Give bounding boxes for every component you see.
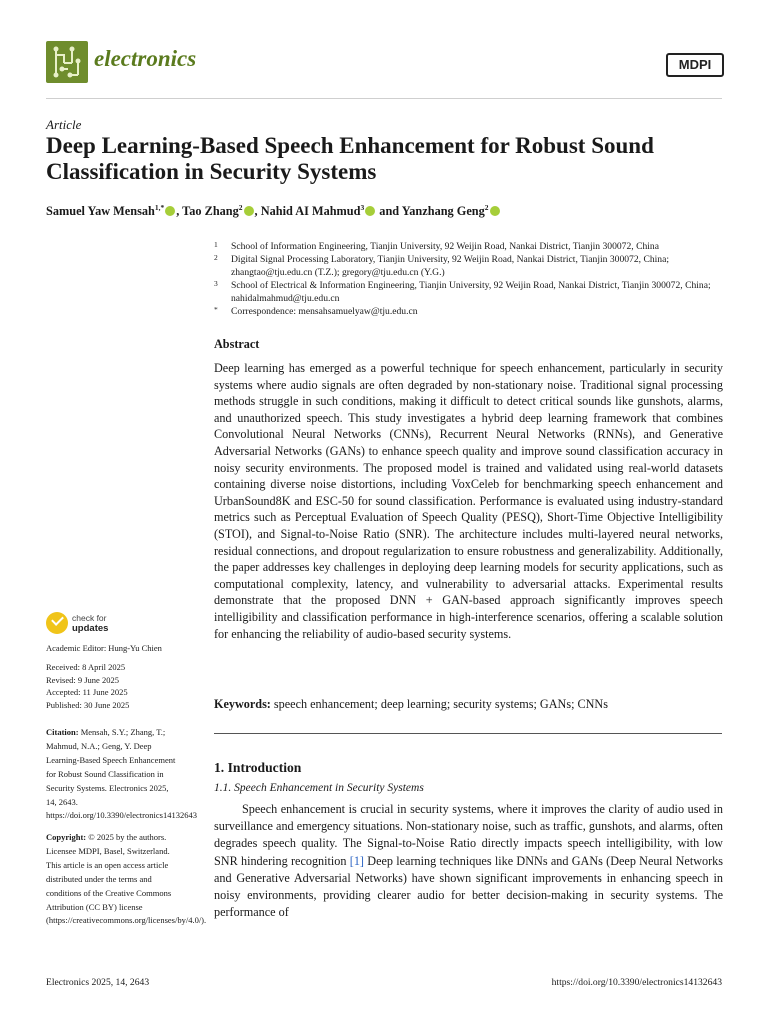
revised-date: Revised: 9 June 2025 [46,674,119,685]
abstract-body: Deep learning has emerged as a powerful technique for speech enhancement, particularly in security systems where audio signals are often degraded by non-stationary noise. Traditional signal processing methods struggle in such conditions, making it difficult to detect critical sounds like gunshots, alarms, and unauthorized speech. This study investigates a hybrid deep learning framework that combines Convolutional Neural Networks (CNNs), Recurrent Neural Networks (RNNs), and Generative Adversarial Networks (GANs) to enhance speech quality and improve sound classification accuracy in noisy security environments. The proposed model is trained and validated using real-world datasets containing diverse noise distortions, including VoxCeleb for benchmarking speech enhancement and UrbanSound8K and ESC-50 for sound classification. Performance is evaluated using industry-standard metrics such as Perceptual Evaluation of Speech Quality (PESQ), Short-Time Objective Intelligibility (STOI), and Signal-to-Noise Ratio (SNR). The architecture includes multi-layered neural networks, residual connections, and dropout regularization to ensure robustness and generalizability. Additionally, the paper addresses key challenges in deploying deep learning models for security applications, such as computational complexity, latency, and vulnerability to adversarial attacks. Experimental results demonstrate that the proposed DNN + GAN-based approach significantly improves speech intelligibility and classification performance in high-interference scenarios, offering a scalable solution for enhancing the reliability of audio-based security systems. [214,361,723,641]
journal-name[interactable]: electronics [94,46,197,71]
published-date: Published: 30 June 2025 [46,700,130,711]
affiliation-item [214,240,726,253]
paper-title: Deep Learning-Based Speech Enhancement for Robust Sound Classification in Security Systems [46,133,654,184]
affiliation-mark: 2 [214,253,218,262]
orcid-icon[interactable] [165,206,175,216]
affiliation-mark: 1 [214,240,218,249]
subsection-heading: 1.1. Speech Enhancement in Security Systems [214,782,424,794]
keywords-text: speech enhancement; deep learning; security systems; GANs; CNNs [273,697,608,711]
header-divider [46,98,722,99]
author-name: Tao Zhang [182,204,239,219]
intro-text-part: Speech enhancement is crucial in security systems, where it improves the clarity of audio used in surveillance and emergency situations. Non-stationary noise, such as traffic, gunshots, and alarms, often degrades speech quality. The Signal-to-Noise Ratio directly impacts speech intelligibility, with low SNR hindering recognition [214,802,723,868]
affiliation-mark: 3 [214,279,218,288]
section-divider [214,733,722,734]
affiliation-text: School of Electrical & Information Engineering, Tianjin University, 92 Weijin Road, Nankai District, Tianjin 300072, China; nahidalmahmud@tju.edu.cn [231,280,711,304]
author-separator: , [254,204,261,219]
author-separator: , [176,204,183,219]
author-list [46,199,726,220]
author-separator: and [376,204,402,219]
author-name: Nahid AI Mahmud [260,204,361,219]
orcid-icon[interactable] [490,206,500,216]
academic-editor: Academic Editor: Hung-Yu Chien [46,643,162,653]
publication-dates [46,661,129,712]
author-affiliation-marks: 1,* [154,203,165,212]
accepted-date: Accepted: 11 June 2025 [46,687,128,698]
copyright-text: © 2025 by the authors. Licensee MDPI, Basel, Switzerland. This article is an open access article distributed under the terms and conditions of the Creative Commons Attribution (CC BY) license (https://creativecommons.org/licenses/by/4.0/). [46,832,207,926]
citation-label: Citation: [46,727,79,737]
journal-logo-icon [46,41,88,83]
author-name: Yanzhang Geng [401,204,485,219]
citation-text: Mensah, S.Y.; Zhang, T.; Mahmud, N.A.; Geng, Y. Deep Learning-Based Speech Enhancement for Robust Sound Classification in Security Systems. Electronics 2025, 14, 2643. https://doi.org/10.3390/electronics14132643 [46,727,197,821]
affiliation-item [214,279,726,305]
affiliation-text: Correspondence: mensahsamuelyaw@tju.edu.cn [231,306,418,317]
orcid-icon[interactable] [365,206,375,216]
citation-link[interactable]: [1] [349,853,364,868]
check-updates-line2: updates [72,623,109,634]
affiliation-text: Digital Signal Processing Laboratory, Tianjin University, 92 Weijin Road, Nankai District, Tianjin 300072, China; zhangtao@tju.edu.cn (T.Z.); gregory@tju.edu.cn (Y.G.) [231,254,670,278]
check-updates-line1: check for [72,613,107,623]
introduction-body [214,801,723,921]
author-affiliation-marks: 2 [238,203,243,212]
affiliation-mark: * [214,305,218,314]
author-affiliation-marks: 3 [360,203,365,212]
mdpi-logo[interactable]: MDPI [666,53,724,77]
citation-block [46,726,197,823]
author-affiliation-marks: 2 [484,203,489,212]
footer-doi-link[interactable]: https://doi.org/10.3390/electronics14132643 [551,977,722,988]
affiliation-text: School of Information Engineering, Tianjin University, 92 Weijin Road, Nankai District, Tianjin 300072, China [231,241,659,252]
received-date: Received: 8 April 2025 [46,662,126,672]
copyright-block [46,831,207,928]
article-type-label: Article [46,117,82,132]
orcid-icon[interactable] [244,206,254,216]
affiliation-list [214,240,726,318]
affiliation-item [214,253,726,279]
intro-text-part: Deep learning techniques like DNNs and GANs (Deep Neural Networks and Generative Adversarial Networks) have shown significant improvements in enhancing speech in noisy environments, providing clearer audio for better decision-making in security systems. The performance of [214,853,724,920]
abstract-heading: Abstract [214,337,260,351]
affiliation-item [214,305,726,318]
author-name: Samuel Yaw Mensah [46,204,155,219]
section-heading-introduction: 1. Introduction [214,760,302,775]
keywords-label: Keywords: [214,697,271,711]
keywords-line [214,697,723,712]
copyright-label: Copyright: [46,832,87,842]
footer-journal-citation: Electronics 2025, 14, 2643 [46,977,150,988]
check-for-updates-link[interactable] [72,613,108,634]
